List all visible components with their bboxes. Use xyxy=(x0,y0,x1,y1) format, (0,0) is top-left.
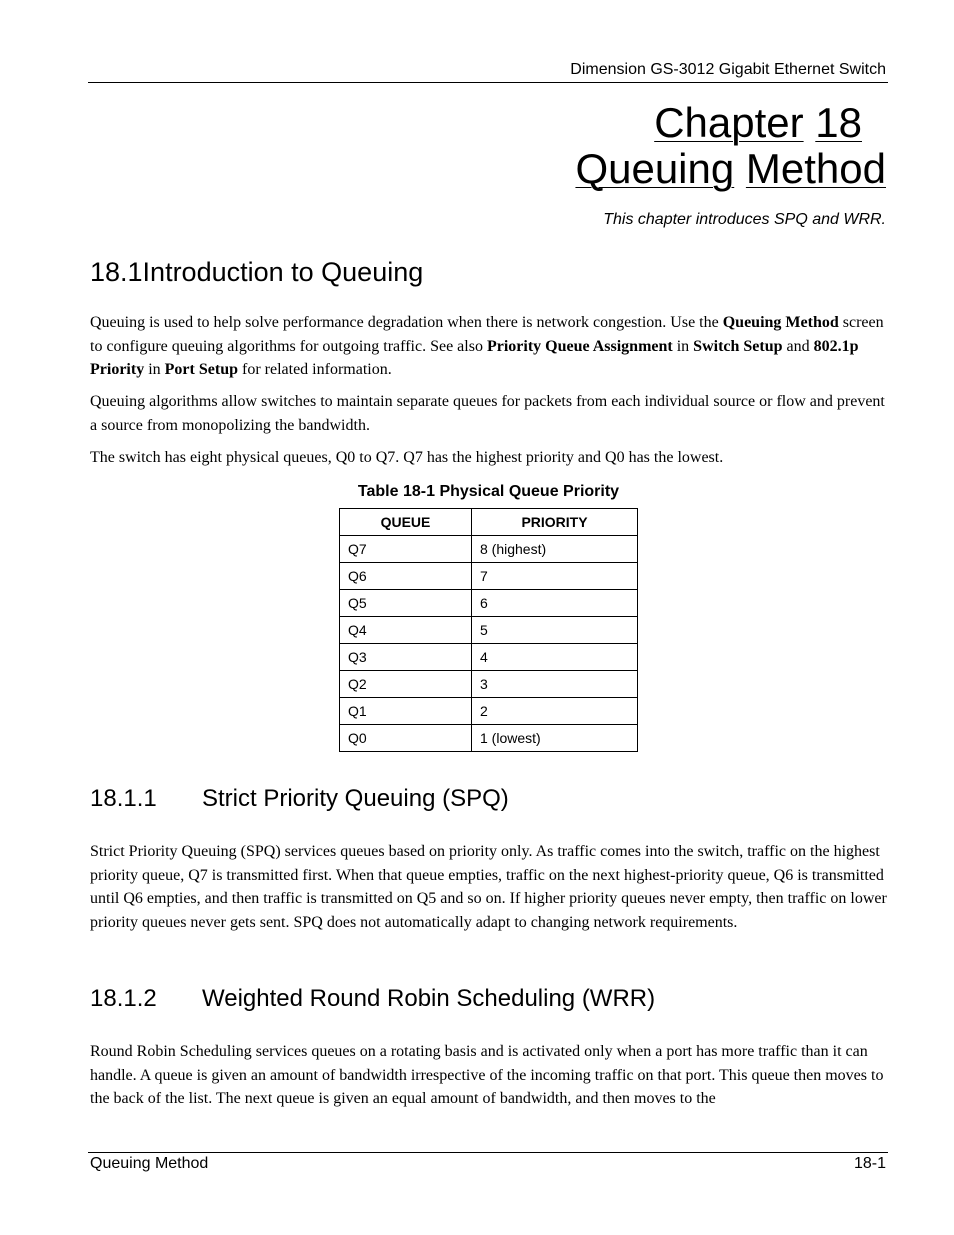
running-header: Dimension GS-3012 Gigabit Ethernet Switch xyxy=(570,61,886,78)
queue-cell: Q4 xyxy=(340,617,472,644)
section-18-1-2-paragraph: Round Robin Scheduling services queues on a rotating basis and is activated only when a port has more traffic than it can handle. A queue is given an amount of bandwidth irrespective of the incoming traffic on that port. This queue then moves to the back of the list. The next queue is given an equal amount of bandwidth, and then moves to the xyxy=(90,1043,884,1107)
table-row xyxy=(340,725,638,752)
bold-priority-queue-assignment: Priority Queue Assignment xyxy=(486,337,673,355)
queue-cell: Q1 xyxy=(340,698,472,725)
header-rule xyxy=(88,82,888,83)
table-row xyxy=(340,644,638,671)
priority-cell: 2 xyxy=(472,698,638,725)
chapter-intro: This chapter introduces SPQ and WRR. xyxy=(603,211,886,228)
bold-802-1p-priority: 802.1p Priority xyxy=(90,337,859,378)
section-heading-18-1: 18.1Introduction to Queuing xyxy=(90,257,424,287)
section-heading-18-1-2 xyxy=(90,985,655,1013)
section-18-1-1-paragraph: Strict Priority Queuing (SPQ) services queues based on priority only. As traffic comes into the switch, traffic on the highest priority queue, Q7 is transmitted first. When that queue empties, traffic on the next highest-priority queue, Q6 is transmitted until Q6 empties, and then traffic is transmitted on Q5 and so on. If higher priority queues never empty, then traffic on lower priority queues never gets sent. SPQ does not automatically adapt to changing network requirements. xyxy=(90,843,887,931)
priority-cell: 8 (highest) xyxy=(472,536,638,563)
section-number: 18.1.2 xyxy=(90,985,157,1012)
chapter-title-block xyxy=(575,100,886,192)
section-title: Strict Priority Queuing (SPQ) xyxy=(202,785,509,812)
text-run: Queuing is used to help solve performance degradation when there is network congestion. Use the xyxy=(90,314,723,331)
section-18-1-paragraph-2: Queuing algorithms allow switches to maintain separate queues for packets from each individual source or flow and prevent a source from monopolizing the bandwidth. xyxy=(90,393,885,434)
queue-cell: Q0 xyxy=(340,725,472,752)
chapter-word: Chapter xyxy=(654,99,804,146)
physical-queue-priority-table xyxy=(339,508,638,752)
table-header-row xyxy=(340,509,638,536)
bold-port-setup: Port Setup xyxy=(164,361,238,378)
section-18-1-paragraph-1 xyxy=(90,311,888,382)
table-caption: Table 18-1 Physical Queue Priority xyxy=(357,483,620,500)
priority-cell: 6 xyxy=(472,590,638,617)
table-row xyxy=(340,590,638,617)
priority-cell: 5 xyxy=(472,617,638,644)
chapter-title-word1: Queuing xyxy=(575,145,735,192)
footer-chapter-title: Queuing Method xyxy=(90,1155,209,1172)
column-header-priority: PRIORITY xyxy=(472,509,638,536)
text-run: and xyxy=(782,337,814,355)
section-number: 18.1.1 xyxy=(90,785,157,812)
section-heading-18-1-1 xyxy=(90,785,509,813)
section-18-1-paragraph-3: The switch has eight physical queues, Q0 to Q7. Q7 has the highest priority and Q0 has the lowest. xyxy=(90,449,724,466)
table-row xyxy=(340,536,638,563)
table-row xyxy=(340,671,638,698)
queue-cell: Q6 xyxy=(340,563,472,590)
table-row xyxy=(340,563,638,590)
priority-cell: 4 xyxy=(472,644,638,671)
column-header-queue: QUEUE xyxy=(340,509,472,536)
queue-cell: Q3 xyxy=(340,644,472,671)
section-title: Weighted Round Robin Scheduling (WRR) xyxy=(202,985,656,1012)
page-number: 18-1 xyxy=(853,1155,886,1172)
text-run: for related information. xyxy=(237,361,392,378)
text-run: in xyxy=(144,361,165,378)
chapter-number: 18 xyxy=(815,99,862,146)
chapter-title-word2: Method xyxy=(745,145,886,192)
bold-queuing-method: Queuing Method xyxy=(722,314,839,331)
bold-switch-setup: Switch Setup xyxy=(693,337,783,355)
priority-cell: 3 xyxy=(472,671,638,698)
queue-cell: Q7 xyxy=(340,536,472,563)
priority-cell: 7 xyxy=(472,563,638,590)
table-row xyxy=(340,698,638,725)
priority-cell: 1 (lowest) xyxy=(472,725,638,752)
footer-rule xyxy=(88,1152,888,1153)
text-run: screen to configure queuing algorithms for outgoing traffic. See also xyxy=(90,314,884,355)
queue-cell: Q5 xyxy=(340,590,472,617)
chapter-title-line xyxy=(575,146,886,192)
chapter-number-line xyxy=(575,100,886,146)
text-run: in xyxy=(672,337,694,355)
queue-cell: Q2 xyxy=(340,671,472,698)
table-row xyxy=(340,617,638,644)
